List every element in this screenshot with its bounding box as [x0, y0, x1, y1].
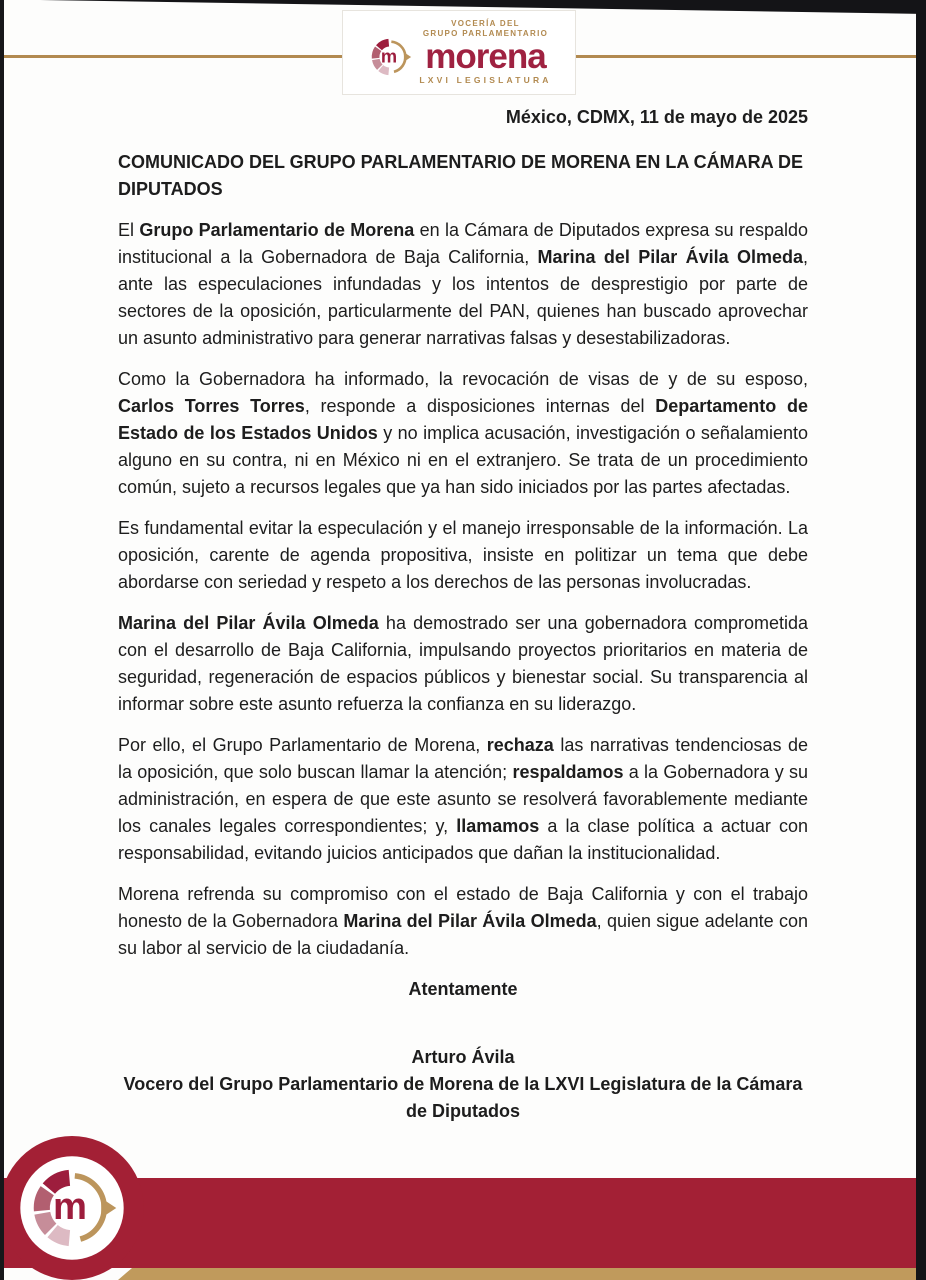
dateline: México, CDMX, 11 de mayo de 2025: [505, 107, 808, 127]
morena-footer-badge: [0, 1136, 150, 1280]
closing-word: Atentamente: [408, 979, 518, 999]
document-title: COMUNICADO DEL GRUPO PARLAMENTARIO DE MORENA EN LA CÁMARA DE DIPUTADOS: [118, 152, 803, 199]
paragraph-5: Por ello, el Grupo Parlamentario de Morena, rechaza las narrativas tendenciosas de la oposición, que solo buscan llamar la atención; respaldamos a la Gobernadora y su administración, en espera de que este asunto se resolverá favorablemente mediante los canales legales correspondientes; y, llamamos a la clase política a actuar con responsabilidad, evitando juicios anticipados que dañan la institucionalidad.: [118, 735, 808, 863]
morena-wordmark: morena: [425, 37, 546, 77]
paragraph-3: Es fundamental evitar la especulación y el manejo irresponsable de la información. La oposición, carente de agenda propositiva, insiste en politizar un tema que debe abordarse con seriedad y respeto a los derechos de las personas involucradas.: [118, 518, 808, 592]
paragraph-2: Como la Gobernadora ha informado, la revocación de visas de y de su esposo, Carlos Torres Torres, responde a disposiciones internas del Departamento de Estado de los Estados Unidos y no implica acusación, investigación o señalamiento alguno en su contra, ni en México ni en el extranjero. Se trata de un procedimiento común, sujeto a recursos legales que ya han sido iniciados por las partes afectadas.: [118, 369, 808, 497]
paragraph-1: El Grupo Parlamentario de Morena en la Cámara de Diputados expresa su respaldo institucional a la Gobernadora de Baja California, Marina del Pilar Ávila Olmeda, ante las especulaciones infundadas y los intentos de desprestigio por parte de sectores de la oposición, particularmente del PAN, quienes han buscado aprovechar un asunto administrativo para generar narrativas falsas y desestabilizadoras.: [118, 220, 808, 348]
footer-gold-band: [118, 1268, 916, 1280]
photo-edge-left: [0, 0, 4, 1280]
signature-block: [118, 1044, 808, 1125]
signatory-role: Vocero del Grupo Parlamentario de Morena de la LXVI Legislatura de la Cámara de Diputados: [123, 1074, 803, 1121]
signatory-name: Arturo Ávila: [411, 1047, 515, 1067]
paragraph-4: Marina del Pilar Ávila Olmeda ha demostrado ser una gobernadora comprometida con el desarrollo de Baja California, impulsando proyectos prioritarios en materia de seguridad, regeneración de espacios públicos y bienestar social. Su transparencia al informar sobre este asunto refuerza la confianza en su liderazgo.: [118, 613, 808, 714]
logo-legislature: LXVI LEGISLATURA: [419, 75, 552, 86]
logo-caption-line1: VOCERÍA DEL: [451, 19, 520, 29]
photo-edge-top: [0, 0, 926, 14]
logo-caption-line2: GRUPO PARLAMENTARIO: [422, 29, 549, 39]
paragraph-6: Morena refrenda su compromiso con el estado de Baja California y con el trabajo honesto de la Gobernadora Marina del Pilar Ávila Olmeda, quien sigue adelante con su labor al servicio de la ciudadanía.: [118, 884, 808, 958]
photo-edge-right: [916, 0, 926, 1280]
